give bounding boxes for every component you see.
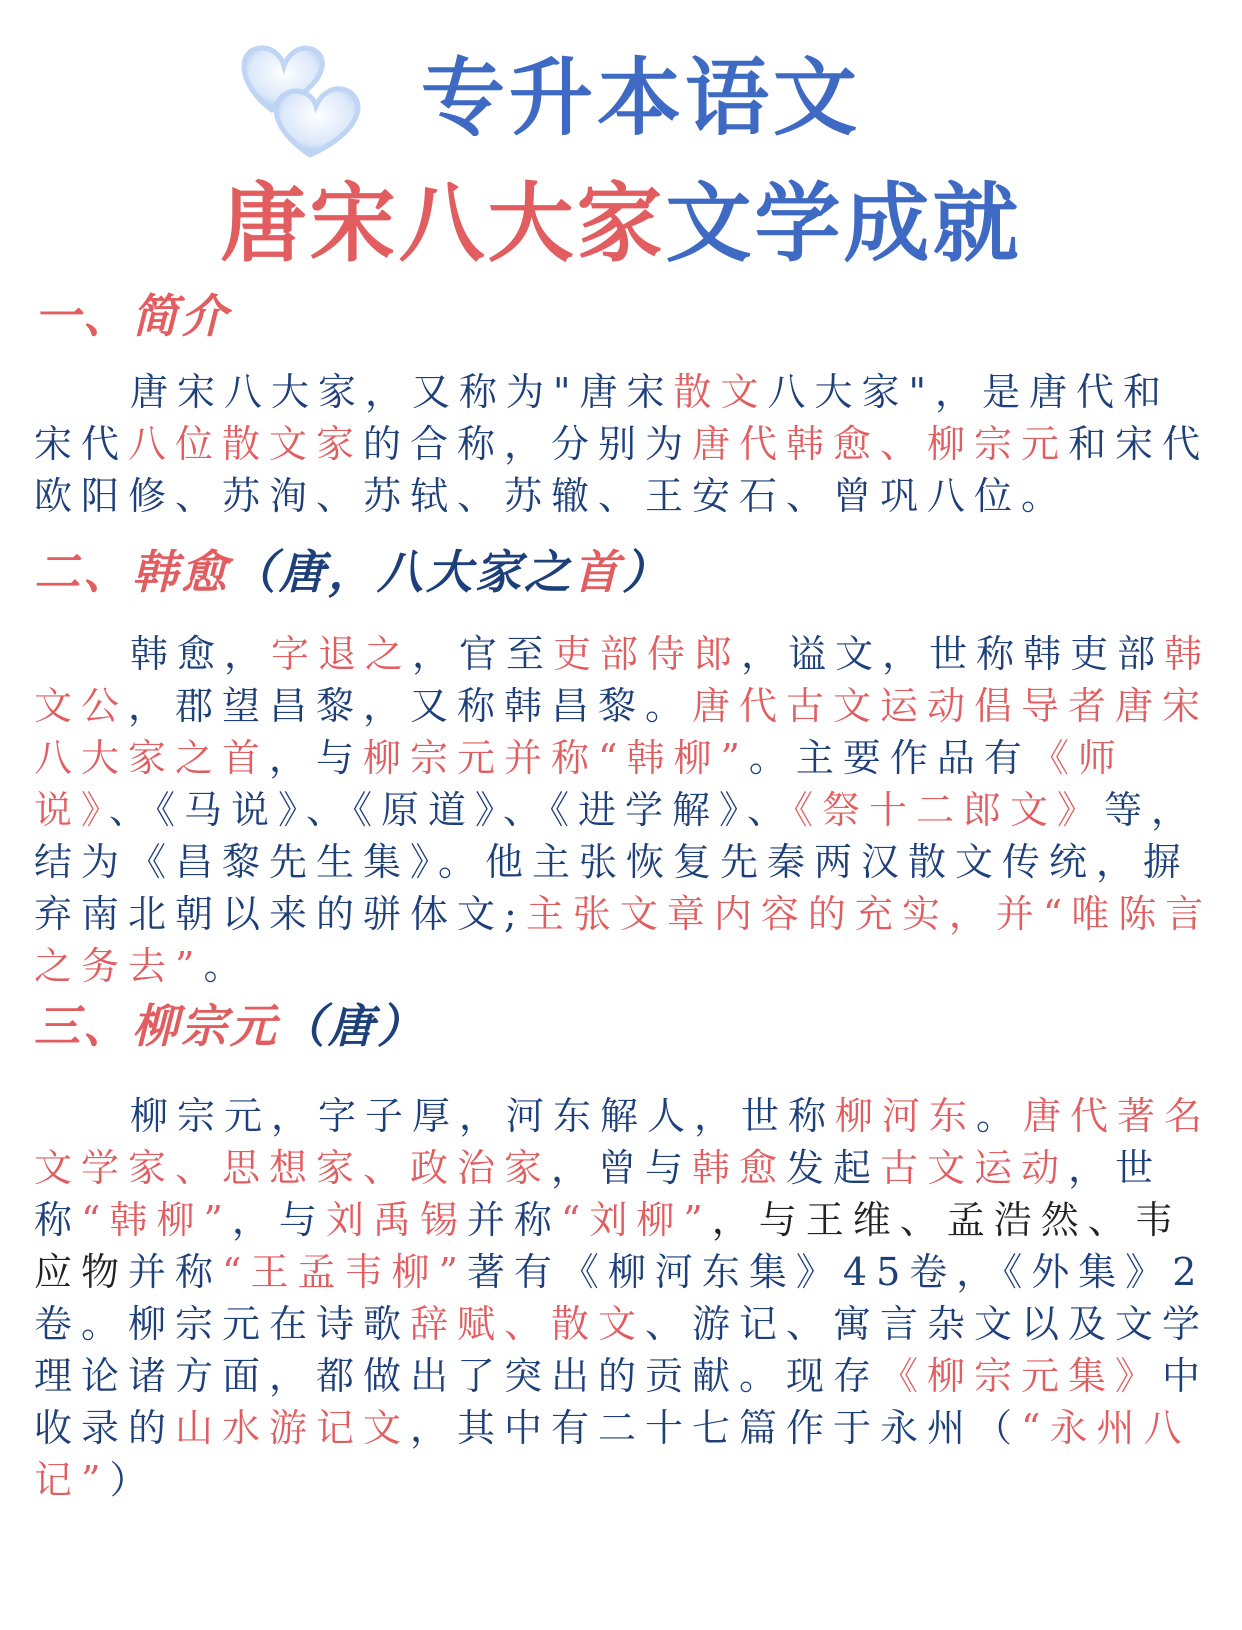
text-segment: 八大家"，是唐代和宋代 (34, 370, 1170, 466)
text-segment: ，官至 (412, 632, 554, 676)
text-segment: 柳宗元，字子厚，河东解人，世称 (130, 1094, 836, 1138)
text-segment: “永州八记” (34, 1406, 1191, 1502)
text-segment: 唐代著名文学家、思想家、政治家 (34, 1094, 1212, 1190)
section-heading-intro: 一、简介 (34, 289, 230, 343)
text-segment: 韩文公 (34, 632, 1212, 728)
text-segment: 散文 (673, 370, 768, 414)
text-segment: 并称 (466, 1198, 561, 1242)
text-segment: “刘柳” (560, 1198, 712, 1242)
text-segment: ，与 (231, 1198, 326, 1242)
section-liuzongyuan-paragraph (34, 1090, 1214, 1506)
text-segment: 柳河东 (835, 1094, 977, 1138)
text-segment: 刘禹锡 (325, 1198, 467, 1242)
text-segment: 辞赋、散文 (410, 1302, 646, 1346)
text-segment: 《师说》 (34, 736, 1125, 832)
text-segment: 《柳宗元集》 (880, 1354, 1163, 1398)
text-segment: 柳宗元并称“韩柳” (363, 736, 749, 780)
text-segment: 。 (976, 1094, 1024, 1138)
text-segment: 唐宋八大家，又称为"唐宋 (130, 370, 674, 414)
text-segment: 韩愈 (692, 1146, 787, 1190)
section-heading-hanyu (34, 542, 671, 602)
text-segment: 、《马说》、《原道》、《进学解》、 (109, 788, 795, 832)
text-segment: 著有《柳河东集》45卷，《外集》2卷。柳宗元在诗歌 (34, 1250, 1206, 1346)
subtitle-red-part: 唐宋八大家 (220, 174, 666, 274)
text-segment: ，郡望昌黎，又称韩昌黎。 (128, 684, 693, 728)
text-segment: 主张文章内容的充实，并“唯陈言之务去” (34, 892, 1213, 988)
text-segment: ） (109, 1458, 157, 1502)
page-title: 专升本语文 (420, 49, 861, 147)
text-segment: 八位散文家 (128, 422, 364, 466)
page-subtitle (0, 172, 1242, 276)
heading-liu-name: 三、柳宗元 (34, 999, 279, 1053)
section-intro-paragraph (34, 366, 1214, 522)
heading-liu-paren: （唐） (279, 999, 426, 1053)
text-segment: 和宋代欧阳修、苏洵、苏轼、苏辙、王安石、曾巩八位。 (34, 422, 1210, 518)
heading-hanyu-name: 二、韩愈 (34, 545, 230, 599)
subtitle-blue-part: 文学成就 (665, 174, 1022, 274)
heading-hanyu-close: ） (622, 545, 671, 599)
section-hanyu-paragraph (34, 628, 1214, 992)
text-segment: 唐代韩愈、柳宗元 (692, 422, 1069, 466)
heading-hanyu-red: 首 (573, 545, 622, 599)
text-segment: 并称 (128, 1250, 223, 1294)
text-segment: 吏部侍郎 (553, 632, 742, 676)
text-segment: ，与王维、孟浩然、韦应物 (34, 1198, 1182, 1294)
text-segment: 中收录的 (34, 1354, 1210, 1450)
text-segment: 。主要作品有 (748, 736, 1031, 780)
text-segment: ，曾与 (551, 1146, 693, 1190)
text-segment: 古文运动 (880, 1146, 1069, 1190)
text-segment: ，谥文，世称韩吏部 (741, 632, 1165, 676)
text-segment: ，与 (269, 736, 364, 780)
text-segment: 《祭十二郎文》 (794, 788, 1105, 832)
text-segment: 韩愈， (130, 632, 272, 676)
text-segment: 。 (203, 944, 251, 988)
text-segment: 、游记、寓言杂文以及文学理论诸方面，都做出了突出的贡献。现存 (34, 1302, 1210, 1398)
text-segment: ，世称 (34, 1146, 1163, 1242)
text-segment: 唐代古文运动倡导者唐宋八大家之首 (34, 684, 1210, 780)
text-segment: ，其中有二十七篇作于永州（ (410, 1406, 1022, 1450)
text-segment: 发起 (786, 1146, 881, 1190)
text-segment: 山水游记文 (175, 1406, 411, 1450)
text-segment: “王孟韦柳” (222, 1250, 467, 1294)
heading-hanyu-paren: （唐，八大家之 (230, 545, 573, 599)
text-segment: 等，结为《昌黎先生集》。他主张恢复先秦两汉散文传统，摒弃南北朝以来的骈体文; (34, 788, 1199, 936)
text-segment: 字退之 (271, 632, 413, 676)
text-segment: 的合称，分别为 (363, 422, 693, 466)
text-segment: “韩柳” (81, 1198, 232, 1242)
section-heading-liuzongyuan (34, 996, 426, 1056)
